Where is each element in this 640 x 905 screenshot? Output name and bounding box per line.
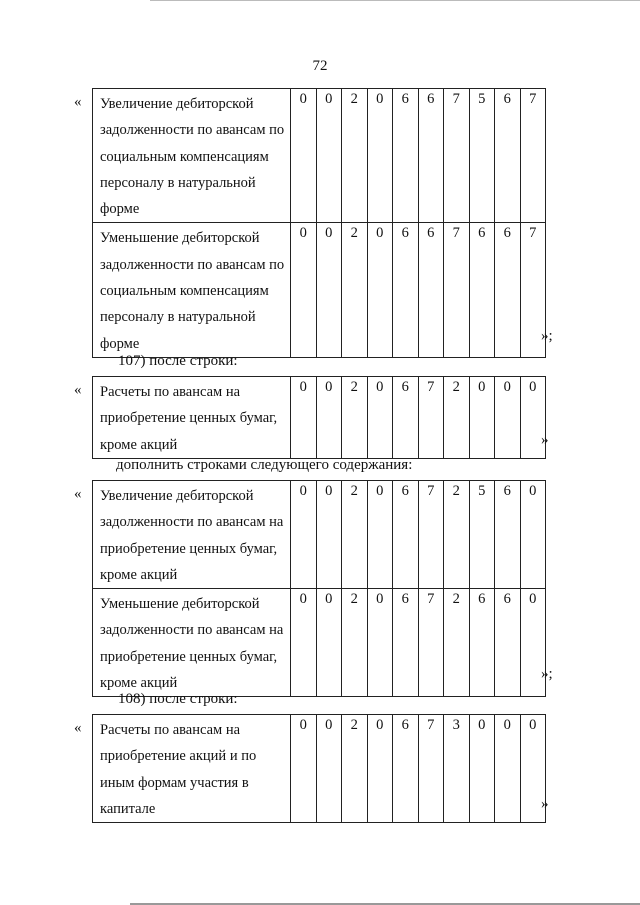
code-digit: 6 xyxy=(495,89,521,223)
table-block-1 xyxy=(92,88,546,358)
table-block-4 xyxy=(92,714,546,823)
row-name: Расчеты по авансам на приобретение акций и по иным формам участия в капитале xyxy=(93,715,291,823)
code-digit: 6 xyxy=(495,223,521,357)
code-digit: 0 xyxy=(367,377,393,459)
code-digit: 0 xyxy=(291,589,317,697)
code-digit: 5 xyxy=(469,89,495,223)
quote-open-3: « xyxy=(74,486,82,502)
code-digit: 5 xyxy=(469,481,495,589)
code-digit: 7 xyxy=(418,377,444,459)
code-digit: 2 xyxy=(342,89,368,223)
code-digit: 2 xyxy=(444,481,470,589)
paragraph-107: 107) после строки: xyxy=(118,353,238,369)
table-row xyxy=(93,377,546,459)
code-digit: 7 xyxy=(520,89,546,223)
code-digit: 0 xyxy=(367,589,393,697)
row-name: Расчеты по авансам на приобретение ценных бумаг, кроме акций xyxy=(93,377,291,459)
code-digit: 2 xyxy=(342,715,368,823)
code-digit: 0 xyxy=(316,589,342,697)
code-digit: 0 xyxy=(316,89,342,223)
code-digit: 0 xyxy=(495,715,521,823)
table-row xyxy=(93,89,546,223)
table-row xyxy=(93,481,546,589)
code-digit: 7 xyxy=(520,223,546,357)
code-digit: 0 xyxy=(316,715,342,823)
code-digit: 6 xyxy=(393,89,419,223)
code-digit: 6 xyxy=(393,589,419,697)
code-digit: 2 xyxy=(342,377,368,459)
code-digit: 6 xyxy=(469,223,495,357)
code-digit: 6 xyxy=(393,481,419,589)
code-digit: 2 xyxy=(342,589,368,697)
quote-open-1: « xyxy=(74,94,82,110)
code-digit: 0 xyxy=(291,223,317,357)
code-digit: 6 xyxy=(393,223,419,357)
code-digit: 0 xyxy=(291,715,317,823)
code-digit: 7 xyxy=(418,481,444,589)
table-row xyxy=(93,589,546,697)
quote-open-2: « xyxy=(74,382,82,398)
page-number: 72 xyxy=(312,58,328,74)
code-digit: 0 xyxy=(520,481,546,589)
code-digit: 7 xyxy=(444,223,470,357)
code-digit: 0 xyxy=(469,715,495,823)
code-digit: 0 xyxy=(316,223,342,357)
quote-close-4: » xyxy=(541,796,549,812)
code-digit: 3 xyxy=(444,715,470,823)
code-digit: 0 xyxy=(367,481,393,589)
code-digit: 6 xyxy=(418,223,444,357)
code-digit: 0 xyxy=(469,377,495,459)
code-digit: 6 xyxy=(393,715,419,823)
code-digit: 7 xyxy=(418,715,444,823)
row-name: Увеличение дебиторской задолженности по авансам на приобретение ценных бумаг, кроме акций xyxy=(93,481,291,589)
paragraph-supplement: дополнить строками следующего содержания: xyxy=(116,457,413,473)
code-digit: 6 xyxy=(495,481,521,589)
code-digit: 2 xyxy=(342,223,368,357)
code-digit: 0 xyxy=(291,481,317,589)
code-digit: 2 xyxy=(444,589,470,697)
code-digit: 2 xyxy=(444,377,470,459)
table-block-2 xyxy=(92,376,546,459)
code-digit: 0 xyxy=(316,377,342,459)
quote-close-2: » xyxy=(541,432,549,448)
table-row xyxy=(93,223,546,357)
scan-edge-top xyxy=(150,0,640,1)
quote-open-4: « xyxy=(74,720,82,736)
quote-close-3: »; xyxy=(541,666,553,682)
code-digit: 6 xyxy=(469,589,495,697)
code-digit: 0 xyxy=(367,89,393,223)
code-digit: 0 xyxy=(291,89,317,223)
code-digit: 0 xyxy=(495,377,521,459)
row-name: Уменьшение дебиторской задолженности по авансам на приобретение ценных бумаг, кроме акций xyxy=(93,589,291,697)
code-digit: 0 xyxy=(367,223,393,357)
code-digit: 6 xyxy=(393,377,419,459)
table-row xyxy=(93,715,546,823)
quote-close-1: »; xyxy=(541,328,553,344)
code-digit: 0 xyxy=(316,481,342,589)
paragraph-108: 108) после строки: xyxy=(118,691,238,707)
code-digit: 0 xyxy=(520,377,546,459)
code-digit: 0 xyxy=(520,715,546,823)
code-digit: 0 xyxy=(291,377,317,459)
code-digit: 7 xyxy=(444,89,470,223)
code-digit: 2 xyxy=(342,481,368,589)
table-block-3 xyxy=(92,480,546,697)
row-name: Уменьшение дебиторской задолженности по авансам по социальным компенсациям персоналу в натуральной форме xyxy=(93,223,291,357)
code-digit: 0 xyxy=(520,589,546,697)
row-name: Увеличение дебиторской задолженности по авансам по социальным компенсациям персоналу в натуральной форме xyxy=(93,89,291,223)
code-digit: 6 xyxy=(418,89,444,223)
code-digit: 0 xyxy=(367,715,393,823)
code-digit: 6 xyxy=(495,589,521,697)
code-digit: 7 xyxy=(418,589,444,697)
